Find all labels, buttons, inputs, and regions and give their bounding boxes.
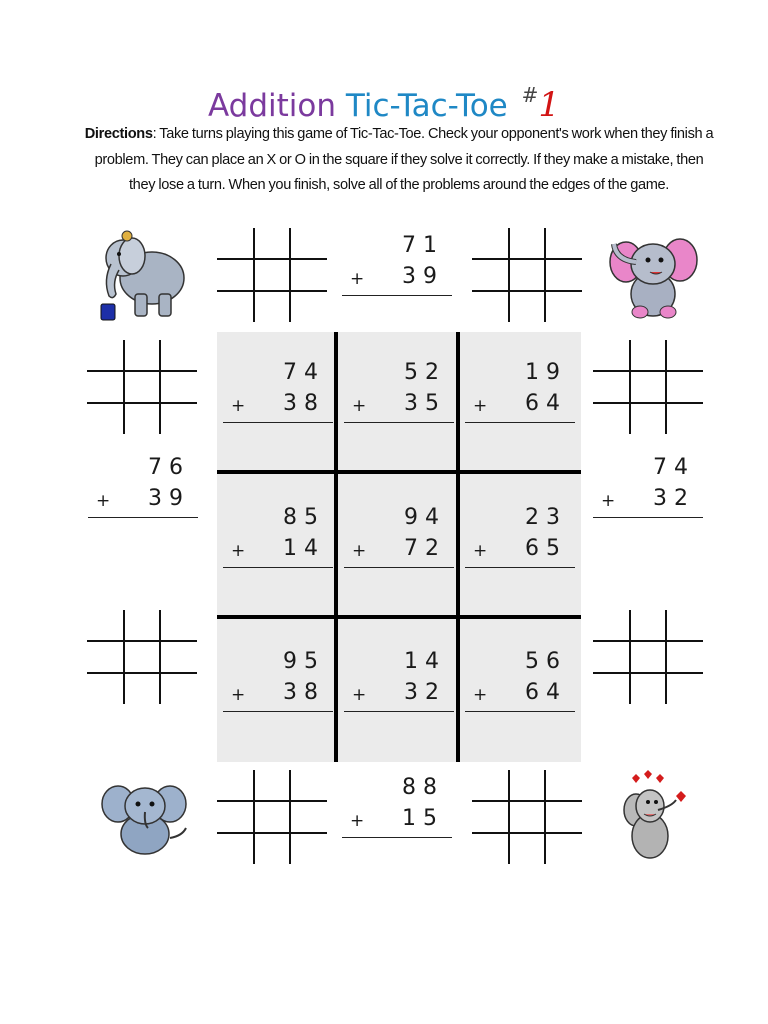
plus-sign: + xyxy=(352,685,367,705)
board-cell-r3-c2[interactable] xyxy=(344,649,454,721)
board-cell-r2-c2[interactable] xyxy=(344,505,454,577)
answer-line xyxy=(344,711,454,712)
addend-bottom: 64 xyxy=(525,680,567,705)
addend-bottom: 14 xyxy=(283,536,325,561)
addend-top: 14 xyxy=(404,649,446,674)
plus-sign: + xyxy=(352,541,367,561)
edge-problem-left[interactable] xyxy=(88,455,198,527)
addend-bottom: 39 xyxy=(402,264,444,289)
plus-sign: + xyxy=(601,491,616,511)
addend-top: 88 xyxy=(402,775,444,800)
board-line-vertical-1 xyxy=(334,332,338,762)
plus-sign: + xyxy=(352,396,367,416)
addend-top: 76 xyxy=(148,455,190,480)
addend-top: 94 xyxy=(404,505,446,530)
directions-paragraph xyxy=(84,122,714,199)
board-line-horizontal-2 xyxy=(217,615,581,619)
board-cell-r1-c2[interactable] xyxy=(344,360,454,432)
title-number: 1 xyxy=(538,85,560,125)
mini-grid-bottom-right xyxy=(472,770,582,864)
addend-bottom: 65 xyxy=(525,536,567,561)
mini-grid-bottom-left xyxy=(217,770,327,864)
elephant-painting-image xyxy=(97,228,197,326)
addend-top: 19 xyxy=(525,360,567,385)
page-title xyxy=(0,72,768,129)
addend-bottom: 32 xyxy=(653,486,695,511)
addend-bottom: 15 xyxy=(402,806,444,831)
answer-line xyxy=(465,711,575,712)
board-cell-r1-c1[interactable] xyxy=(223,360,333,432)
mini-grid-left-upper xyxy=(87,340,197,434)
plus-sign: + xyxy=(231,396,246,416)
answer-line xyxy=(344,422,454,423)
board-line-horizontal-1 xyxy=(217,470,581,474)
answer-line xyxy=(593,517,703,518)
addend-top: 52 xyxy=(404,360,446,385)
addend-top: 85 xyxy=(283,505,325,530)
board-cell-r3-c1[interactable] xyxy=(223,649,333,721)
addend-bottom: 38 xyxy=(283,391,325,416)
board-cell-r1-c3[interactable] xyxy=(465,360,575,432)
plus-sign: + xyxy=(473,541,488,561)
elephant-sitting-pink-ears-image xyxy=(606,232,700,324)
mini-grid-right-upper xyxy=(593,340,703,434)
mini-grid-right-lower xyxy=(593,610,703,704)
mini-grid-left-lower xyxy=(87,610,197,704)
answer-line xyxy=(465,567,575,568)
addend-bottom: 32 xyxy=(404,680,446,705)
answer-line xyxy=(223,567,333,568)
addend-bottom: 72 xyxy=(404,536,446,561)
plus-sign: + xyxy=(473,396,488,416)
tic-tac-toe-board xyxy=(217,332,581,762)
edge-problem-top[interactable] xyxy=(342,233,452,305)
edge-problem-bottom[interactable] xyxy=(342,775,452,847)
addend-top: 23 xyxy=(525,505,567,530)
answer-line xyxy=(88,517,198,518)
elephant-hearts-image xyxy=(614,770,694,866)
plus-sign: + xyxy=(231,541,246,561)
answer-line xyxy=(342,837,452,838)
plus-sign: + xyxy=(350,269,365,289)
elephant-sitting-blue-image xyxy=(100,778,190,858)
addend-top: 71 xyxy=(402,233,444,258)
addend-top: 56 xyxy=(525,649,567,674)
answer-line xyxy=(223,711,333,712)
plus-sign: + xyxy=(350,811,365,831)
plus-sign: + xyxy=(473,685,488,705)
board-cell-r3-c3[interactable] xyxy=(465,649,575,721)
addend-top: 95 xyxy=(283,649,325,674)
addend-bottom: 38 xyxy=(283,680,325,705)
board-cell-r2-c1[interactable] xyxy=(223,505,333,577)
answer-line xyxy=(465,422,575,423)
board-line-vertical-2 xyxy=(456,332,460,762)
mini-grid-top-right xyxy=(472,228,582,322)
addend-top: 74 xyxy=(653,455,695,480)
title-tic-tac-toe: Tic-Tac-Toe xyxy=(345,88,508,124)
addend-bottom: 35 xyxy=(404,391,446,416)
answer-line xyxy=(342,295,452,296)
edge-problem-right[interactable] xyxy=(593,455,703,527)
plus-sign: + xyxy=(231,685,246,705)
title-hash: # xyxy=(521,83,539,107)
plus-sign: + xyxy=(96,491,111,511)
answer-line xyxy=(344,567,454,568)
addend-bottom: 39 xyxy=(148,486,190,511)
directions-label: Directions xyxy=(84,126,153,142)
title-addition: Addition xyxy=(207,88,336,124)
board-cell-r2-c3[interactable] xyxy=(465,505,575,577)
addend-bottom: 64 xyxy=(525,391,567,416)
answer-line xyxy=(223,422,333,423)
addend-top: 74 xyxy=(283,360,325,385)
mini-grid-top-left xyxy=(217,228,327,322)
directions-text: : Take turns playing this game of Tic-Tac-Toe. Check your opponent's work when they finish a problem. They can place an X or O in the square if they solve it correctly. If they make a mistake, then they lose a turn. When you finish, solve all of the problems around the edges of the game. xyxy=(94,126,714,193)
